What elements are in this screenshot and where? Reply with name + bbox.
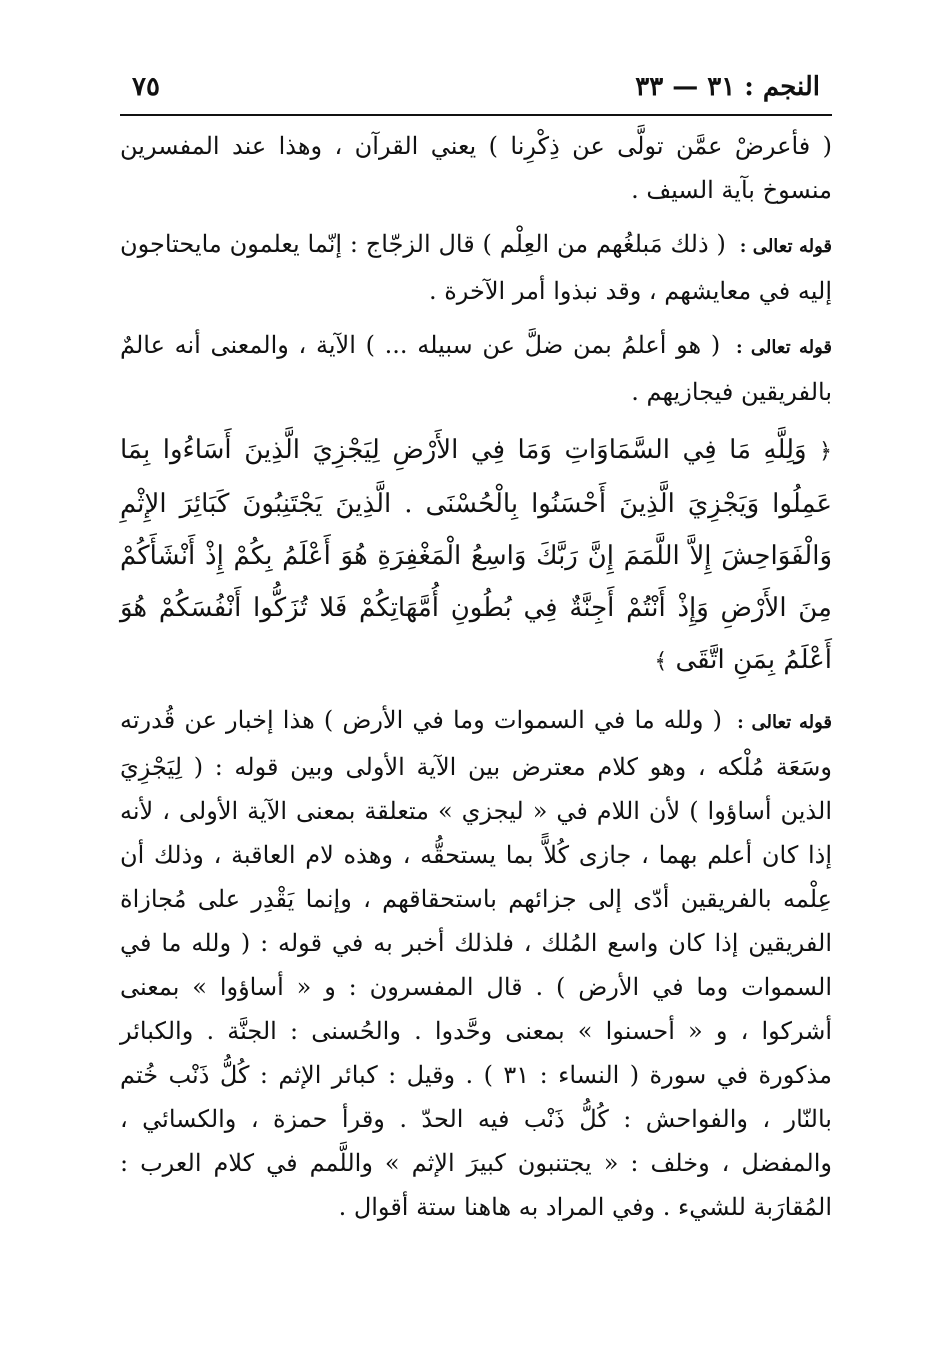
verse-lead: قوله تعالى : bbox=[737, 712, 832, 733]
paragraph-3 bbox=[120, 323, 832, 414]
page-header bbox=[120, 58, 832, 102]
paragraph-text: ( هو أعلمُ بمن ضلَّ عن سبيله ... ) الآية ، والمعنى أنه عالمٌ بالفريقين فيجازيهم . bbox=[120, 331, 832, 406]
commentary-paragraph bbox=[120, 698, 832, 1229]
running-title: النجم : ٣١ — ٣٣ bbox=[635, 72, 820, 102]
page-number: ٧٥ bbox=[132, 72, 160, 102]
verse-lead: قوله تعالى : bbox=[739, 236, 832, 257]
page-body bbox=[120, 124, 832, 1229]
commentary-text: ( ولله ما في السموات وما في الأرض ) هذا إخبار عن قُدرته وسَعَة مُلْكه ، وهو كلام معترض بين الآية الأولى وبين قوله : ( لِيَجْزِيَ الذين أساؤوا ) لأن اللام في « ليجزي » متعلقة بمعنى الآية الأولى ، لأنه إذا كان أعلم بهما ، جازى كُلاًّ بما يستحقُّه ، وهذه لام العاقبة ، وذلك أن عِلْمه بالفريقين أدّى إلى جزائهم باستحقاقهم ، وإنما يَقْدِر على مُجازاة الفريقين إذا كان واسع المُلك ، فلذلك أخبر به في قوله : ( ولله ما في السموات وما في الأرض ) . قال المفسرون : و « أساؤوا » بمعنى أشركوا ، و « أحسنوا » بمعنى وحَّدوا . والحُسنى : الجنَّة . والكبائر مذكورة في سورة ( النساء : ٣١ ) . وقيل : كبائر الإثم : كُلُّ ذَنْب خُتم بالنّار ، والفواحش : كُلُّ ذَنْب فيه الحدّ . وقرأ حمزة ، والكسائي ، والمفضل ، وخلف : « يجتنبون كبيرَ الإثم » واللَّمم في كلام العرب : المُقارَبة للشيء . وفي المراد به هاهنا ستة أقوال . bbox=[120, 706, 833, 1221]
verse-close-bracket: ﴾ bbox=[654, 649, 668, 674]
quran-verse-block bbox=[120, 424, 832, 688]
paragraph-text: ( فأعرضْ عمَّن تولَّى عن ذِكْرِنا ) يعني القرآن ، وهذا عند المفسرين منسوخ بآية السيف . bbox=[120, 132, 832, 204]
header-rule bbox=[120, 114, 832, 116]
paragraph-2 bbox=[120, 222, 832, 313]
paragraph-1 bbox=[120, 124, 832, 212]
verse-lead: قوله تعالى : bbox=[735, 337, 832, 358]
verse-open-bracket: ﴿ bbox=[819, 439, 833, 464]
paragraph-text: ( ذلك مَبلغُهم من العِلْم ) قال الزجّاج : إنّما يعلمون مايحتاجون إليه في معايشهم ، وقد نبذوا أمر الآخرة . bbox=[120, 230, 832, 305]
quran-verse-text: وَلِلَّهِ مَا فِي السَّمَاوَاتِ وَمَا فِي الأَرْضِ لِيَجْزِيَ الَّذِينَ أَسَاءُوا بِمَا عَمِلُوا وَيَجْزِيَ الَّذِينَ أَحْسَنُوا بِالْحُسْنَى . الَّذِينَ يَجْتَنِبُونَ كَبَائِرَ الإِثْمِ وَالْفَوَاحِشَ إِلاَّ اللَّمَمَ إِنَّ رَبَّكَ وَاسِعُ الْمَغْفِرَةِ هُوَ أَعْلَمُ بِكُمْ إِذْ أَنْشَأَكُمْ مِنَ الأَرْضِ وَإِذْ أَنْتُمْ أَجِنَّةٌ فِي بُطُونِ أُمَّهَاتِكُمْ فَلا تُزَكُّوا أَنْفُسَكُمْ هُوَ أَعْلَمُ بِمَنِ اتَّقَى bbox=[120, 435, 832, 675]
